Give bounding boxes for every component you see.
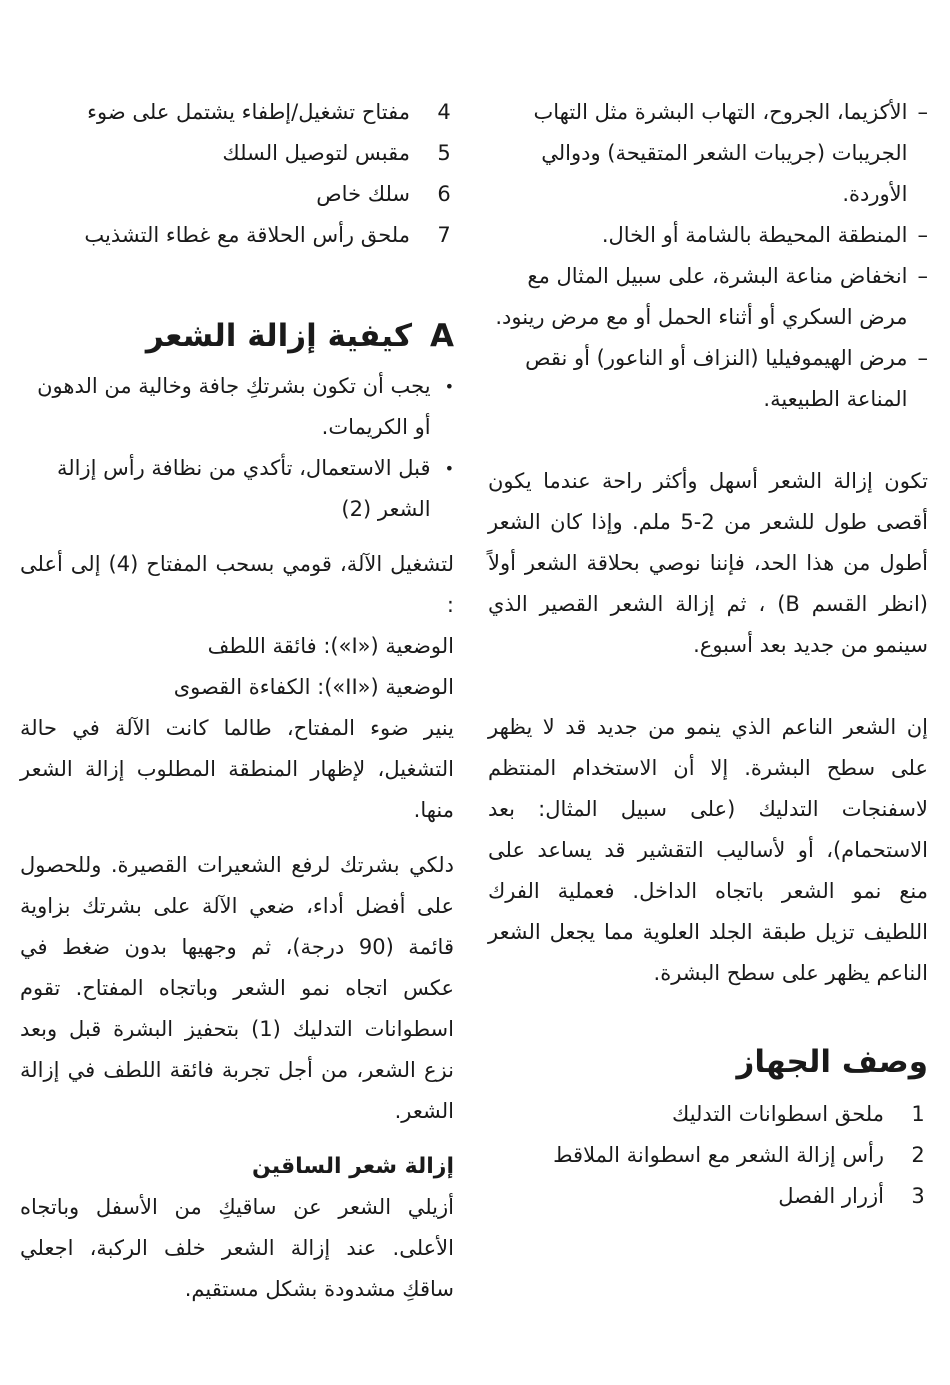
contraindication-text: انخفاض مناعة البشرة، على سبيل المثال مع مرض السكري أو أثناء الحمل أو مع مرض رينود. [495,264,908,329]
bullet-marker: • [444,377,454,396]
description-item [20,133,454,174]
item-number: 7 [437,223,451,247]
item-text: مفتاح تشغيل/إطفاء يشتمل على ضوء [87,100,410,124]
item-number: 5 [437,141,451,165]
item-number: 4 [437,100,451,124]
description-item [20,92,454,133]
bullet-item [20,448,454,530]
device-description-heading: وصف الجهاز [736,1044,928,1080]
contraindication-item [488,92,928,215]
bullet-text: يجب أن تكون بشرتكِ جافة وخالية من الدهون أو الكريمات. [37,374,431,439]
regrowth-paragraph: إن الشعر الناعم الذي ينمو من جديد قد لا يظهر على سطح البشرة. إلا أن الاستخدام المنتظم لاسفنجات التدليك (على سبيل المثال: بعد الاستحمام)، أو لأساليب التقشير قد يساعد على منع نمو الشعر باتجاه الداخل. فعملية الفرك اللطيف تزيل طبقة الجلد العلوية مما يجعل الشعر الناعم يظهر على سطح البشرة. [488,715,928,985]
section-a-title: كيفية إزالة الشعر [145,318,412,354]
position-2-line: الوضعية («II»): الكفاءة القصوى [173,675,454,699]
item-text: رأس إزالة الشعر مع اسطوانة الملاقط [553,1143,884,1167]
description-item [20,215,454,256]
description-item [488,1176,928,1217]
legs-paragraph: أزيلي الشعر عن ساقيكِ من الأسفل وباتجاه الأعلى. عند إزالة الشعر خلف الركبة، اجعلي ساقكِ مشدودة بشكل مستقيم. [20,1195,454,1301]
right-column [488,92,928,1217]
description-item [20,174,454,215]
contraindication-text: المنطقة المحيطة بالشامة أو الخال. [601,223,908,247]
dash-marker: – [917,100,928,124]
bullet-marker: • [444,459,454,478]
section-a-heading [20,312,454,360]
item-number: 1 [911,1102,925,1126]
contraindication-text: الأكزيما، الجروح، التهاب البشرة مثل التهاب الجريبات (جريبات الشعر المتقيحة) ودوالي الأوردة. [533,100,908,206]
bullet-text: قبل الاستعمال، تأكدي من نظافة رأس إزالة الشعر (2) [57,456,431,521]
dash-marker: – [917,264,928,288]
description-item [488,1094,928,1135]
massage-paragraph: دلكي بشرتك لرفع الشعيرات القصيرة. وللحصول على أفضل أداء، ضعي الآلة على بشرتك بزاوية قائمة (90 درجة)، ثم وجهيها بدون ضغط في عكس اتجاه نمو الشعر وباتجاه المفتاح. تقوم اسطوانات التدليك (1) بتحفيز البشرة قبل وبعد نزع الشعر، من أجل تجربة فائقة اللطف في إزالة الشعر. [20,853,454,1123]
item-text: ملحق رأس الحلاقة مع غطاء التشذيب [84,223,410,247]
item-number: 3 [911,1184,925,1208]
dash-marker: – [917,223,928,247]
left-column [20,92,454,1310]
bullet-item [20,366,454,448]
position-1-line: الوضعية («I»): فائقة اللطف [207,634,454,658]
item-text: ملحق اسطوانات التدليك [672,1102,884,1126]
item-number: 2 [911,1143,925,1167]
contraindication-item [488,256,928,338]
section-a-letter: A [430,318,454,354]
legs-heading: إزالة شعر الساقين [251,1154,454,1179]
item-text: سلك خاص [316,182,410,206]
hair-length-paragraph: تكون إزالة الشعر أسهل وأكثر راحة عندما يكون أقصى طول للشعر من 2-5 ملم. وإذا كان الشعر أطول من هذا الحد، فإننا نوصي بحلاقة الشعر أولاً (انظر القسم B) ، ثم إزالة الشعر القصير الذي سينمو من جديد بعد أسبوع. [488,469,928,657]
contraindication-item [488,215,928,256]
switch-light-paragraph: ينير ضوء المفتاح، طالما كانت الآلة في حالة التشغيل، لإظهار المنطقة المطلوب إزالة الشعر منها. [20,716,454,822]
contraindication-item [488,338,928,420]
contraindication-text: مرض الهيموفيليا (النزاف أو الناعور) أو نقص المناعة الطبيعية. [525,346,908,411]
item-number: 6 [437,182,451,206]
description-item [488,1135,928,1176]
item-text: أزرار الفصل [778,1184,884,1208]
operate-paragraph: لتشغيل الآلة، قومي بسحب المفتاح (4) إلى أعلى : [20,552,454,617]
dash-marker: – [917,346,928,370]
item-text: مقبس لتوصيل السلك [222,141,410,165]
